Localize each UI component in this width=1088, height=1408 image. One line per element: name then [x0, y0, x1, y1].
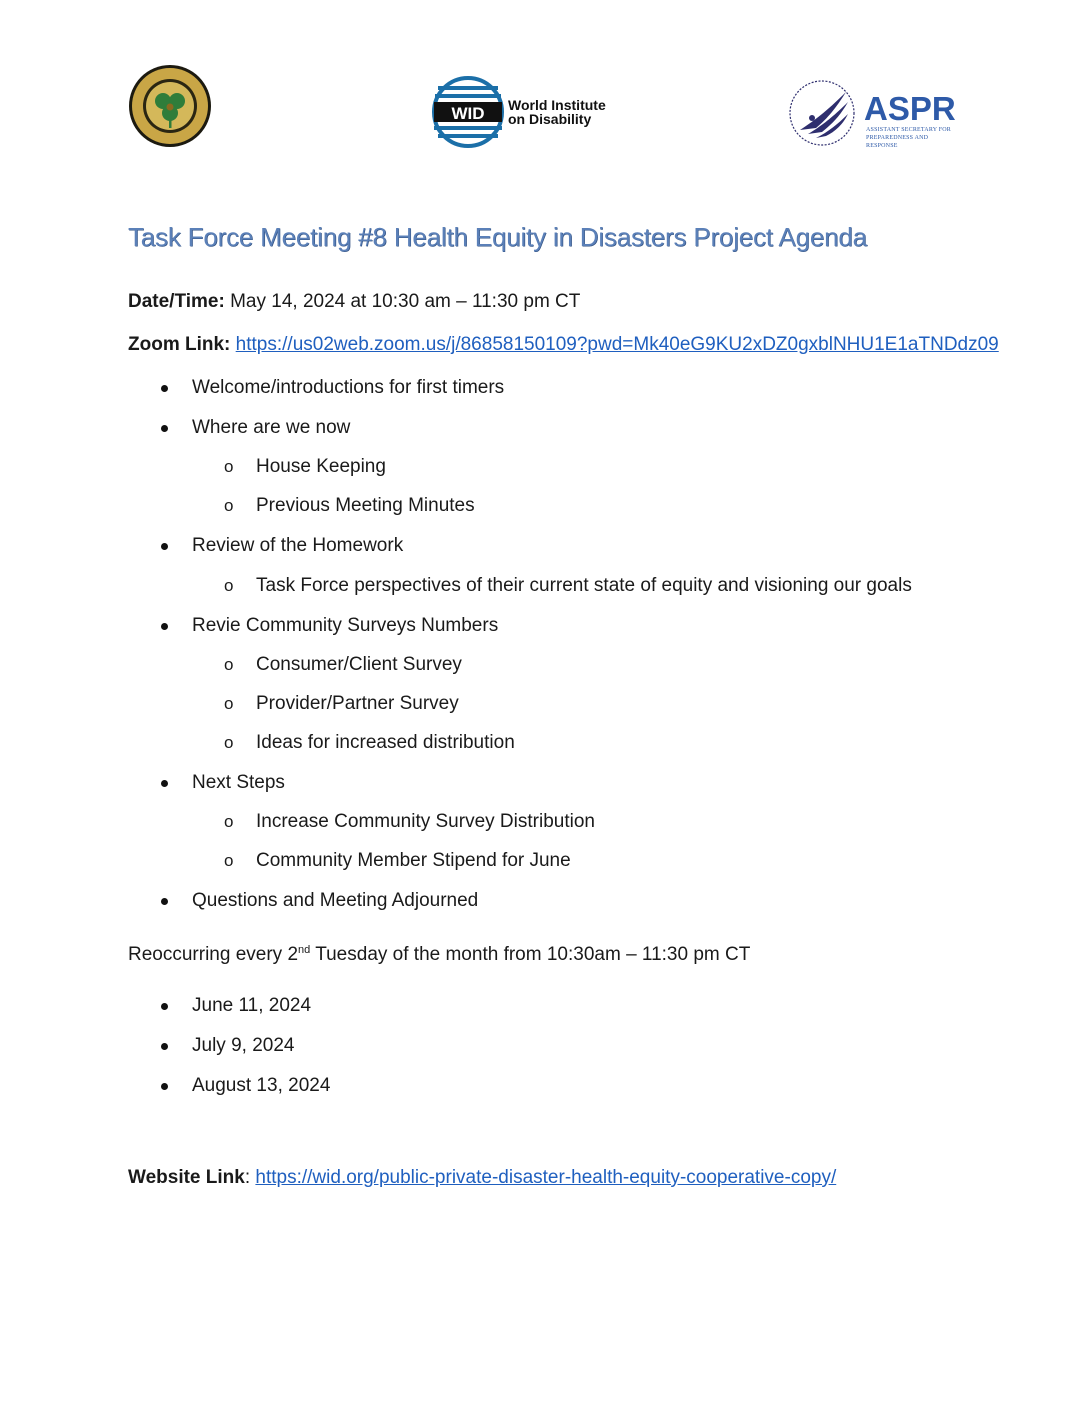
recurring-suffix: Tuesday of the month from 10:30am – 11:30 pm CT [310, 944, 751, 965]
bullet-icon [161, 898, 168, 905]
website-link[interactable]: https://wid.org/public-private-disaster-health-equity-cooperative-copy/ [255, 1167, 837, 1188]
bullet-icon [161, 1003, 168, 1010]
hhs-eagle-icon [786, 78, 858, 148]
agenda-item: Next Steps [192, 772, 285, 793]
datetime-label: Date/Time: [128, 291, 225, 312]
sub-bullet-icon: o [224, 733, 234, 752]
bullet-icon [161, 780, 168, 787]
meeting-date: August 13, 2024 [192, 1075, 331, 1096]
agenda-item: Welcome/introductions for first timers [192, 377, 505, 398]
wid-name-line2: on Disability [508, 111, 592, 127]
bullet-icon [161, 1083, 168, 1090]
zoom-line [128, 334, 999, 356]
wid-logo [432, 76, 632, 148]
datetime-value: May 14, 2024 at 10:30 am – 11:30 pm CT [230, 291, 581, 312]
sub-bullet-icon: o [224, 812, 234, 831]
agenda-item: Where are we now [192, 417, 351, 438]
agenda-item: Revie Community Surveys Numbers [192, 615, 499, 636]
aspr-subtitle: ASSISTANT SECRETARY FOR PREPAREDNESS AND RESPONSE [866, 127, 951, 149]
recurring-ordinal: nd [298, 944, 311, 956]
sub-bullet-icon: o [224, 694, 234, 713]
agenda-item: Review of the Homework [192, 535, 404, 556]
sub-bullet-icon: o [224, 496, 234, 515]
aspr-mark: ASPR [864, 90, 956, 127]
agenda-subitem: House Keeping [256, 456, 386, 477]
aspr-logo [786, 78, 954, 148]
website-sep: : [244, 1167, 251, 1188]
sub-bullet-icon: o [224, 457, 234, 476]
agenda-subitem: Previous Meeting Minutes [256, 495, 475, 516]
agenda-subitem: Provider/Partner Survey [256, 693, 459, 714]
wid-globe-icon [432, 76, 504, 148]
agenda-subitem: Ideas for increased distribution [256, 732, 515, 753]
agenda-subitem: Increase Community Survey Distribution [256, 811, 595, 832]
county-seal-icon [128, 64, 212, 148]
bullet-icon [161, 543, 168, 550]
zoom-label: Zoom Link: [128, 334, 231, 355]
sub-bullet-icon: o [224, 655, 234, 674]
page-title: Task Force Meeting #8 Health Equity in Disasters Project Agenda [128, 222, 867, 252]
bullet-icon [161, 1043, 168, 1050]
agenda-subitem: Task Force perspectives of their current state of equity and visioning our goals [256, 575, 912, 596]
header-logos [0, 62, 1088, 157]
agenda-subitem: Consumer/Client Survey [256, 654, 462, 675]
meeting-date: June 11, 2024 [192, 995, 312, 1016]
bullet-icon [161, 623, 168, 630]
sub-bullet-icon: o [224, 851, 234, 870]
recurring-prefix: Reoccurring every 2 [128, 944, 299, 965]
agenda-item: Questions and Meeting Adjourned [192, 890, 479, 911]
website-label: Website Link [128, 1167, 245, 1188]
sub-bullet-icon: o [224, 576, 234, 595]
recurring-line [128, 944, 750, 966]
zoom-link[interactable]: https://us02web.zoom.us/j/86858150109?pwd=Mk40eG9KU2xDZ0gxblNHU1E1aTNDdz09 [235, 334, 999, 355]
agenda-subitem: Community Member Stipend for June [256, 850, 571, 871]
website-line [128, 1167, 836, 1189]
meeting-date: July 9, 2024 [192, 1035, 295, 1056]
bullet-icon [161, 385, 168, 392]
bullet-icon [161, 425, 168, 432]
datetime-line [128, 291, 580, 313]
wid-name-line1: World Institute [508, 97, 606, 113]
wid-name [508, 98, 606, 126]
wid-mark-text: WID [451, 104, 485, 123]
